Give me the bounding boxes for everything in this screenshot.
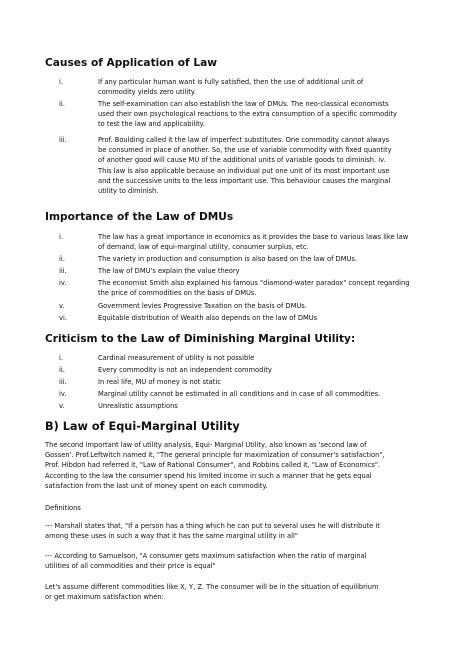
paragraph-line: According to the law the consumer spend his limited income in such a manner that he gets equal: [45, 471, 372, 480]
list-text-line: of demand, law of equi-marginal utility, consumer surplus, etc.: [98, 243, 309, 252]
intro-paragraph: [45, 440, 445, 491]
list-text-line: The law of DMU's explain the value theory: [98, 267, 240, 275]
list-text-line: Equitable distribution of Wealth also depends on the law of DMUs: [98, 314, 318, 322]
list-text-line: Every commodity is not an independent commodity: [98, 366, 272, 374]
definition-marshall: [45, 521, 445, 541]
list-text-line: The self-examination can also establish the law of DMUs. The neo-classical economists: [98, 100, 389, 108]
list-number: iii.: [59, 378, 67, 386]
list-text-line: The law has a great importance in economics as it provides the base to various laws like law: [98, 233, 409, 241]
heading-equi-marginal: B) Law of Equi-Marginal Utility: [45, 420, 240, 433]
paragraph-line: Prof. Hibdon had referred it, "Law of Rational Consumer", and Robbins called it, "Law of Economics".: [45, 461, 381, 470]
list-text-line: used their own psychological reactions to the extra consumption of a specific commodity: [98, 110, 397, 119]
list-number: ii.: [59, 255, 65, 263]
list-text-line: Prof. Boulding called it the law of imperfect substitutes. One commodity cannot always: [98, 136, 390, 144]
list-text-line: utility to diminish.: [98, 187, 159, 196]
list-number: v.: [59, 302, 65, 310]
list-text-line: The variety in production and consumption is also based on the law of DMUs.: [98, 255, 357, 263]
definitions-label: Definitions: [45, 504, 81, 512]
list-text-line: Government levies Progressive Taxation on the basis of DMUs.: [98, 302, 307, 310]
definition-samuelson: [45, 551, 445, 571]
list-text-line: and the successive units to the less important use. This behaviour causes the marginal: [98, 176, 391, 185]
assumption-paragraph: [45, 582, 445, 602]
list-text-line: Cardinal measurement of utility is not possible: [98, 354, 255, 362]
list-text-line: If any particular human want is fully satisfied, then the use of additional unit of: [98, 78, 364, 86]
list-text-line: In real life, MU of money is not static: [98, 378, 221, 386]
list-number: vi.: [59, 314, 67, 322]
list-number: iii.: [59, 136, 67, 144]
paragraph-line: Let's assume different commodities like X, Y, Z. The consumer will be in the situation of equilibrium: [45, 583, 379, 591]
paragraph-line: Gossen'. Prof.Leftwitch named it, "The general principle for maximization of consumer's satisfaction",: [45, 451, 385, 460]
paragraph-line: --- Marshall states that, "If a person has a thing which he can put to several uses he will distribute it: [45, 522, 380, 530]
list-text-line: of another good will cause MU of the additional units of variable goods to diminish. iv.: [98, 156, 386, 165]
list-text-line: the price of commodities on the basis of DMUs.: [98, 289, 257, 298]
list-number: i.: [59, 354, 63, 362]
list-number: v.: [59, 402, 65, 410]
heading-causes: Causes of Application of Law: [45, 57, 218, 69]
heading-criticism: Criticism to the Law of Diminishing Marginal Utility:: [45, 333, 356, 345]
paragraph-line: or get maximum satisfaction when:: [45, 593, 164, 602]
paragraph-line: --- According to Samuelson, "A consumer gets maximum satisfaction when the ratio of marginal: [45, 552, 367, 560]
list-number: i.: [59, 78, 63, 86]
list-number: iv.: [59, 390, 67, 398]
list-text-line: to test the law and applicability.: [98, 120, 205, 129]
heading-importance: Importance of the Law of DMUs: [45, 211, 234, 223]
paragraph-line: among these uses in such a way that it has the same marginal utility in all": [45, 532, 298, 541]
paragraph-line: utilities of all commodities and their price is equal": [45, 562, 216, 571]
list-number: i.: [59, 233, 63, 241]
list-text-line: be consumed in place of another. So, the use of variable commodity with fixed quantity: [98, 146, 392, 155]
paragraph-line: satisfaction from the last unit of money spent on each commodity.: [45, 481, 268, 490]
list-number: iii.: [59, 267, 67, 275]
list-text-line: Marginal utility cannot be estimated in all conditions and in case of all commodities.: [98, 390, 381, 398]
list-number: ii.: [59, 366, 65, 374]
list-number: iv.: [59, 279, 67, 287]
list-text-line: Unrealistic assumptions: [98, 402, 178, 410]
list-text-line: commodity yields zero utility.: [98, 88, 196, 97]
paragraph-line: The second important law of utility analysis, Equi- Marginal Utility, also known as 'second law of: [45, 441, 367, 449]
list-text-line: The economist Smith also explained his famous "diamond-water paradox" concept regarding: [98, 279, 410, 287]
list-number: ii.: [59, 100, 65, 108]
list-text-line: This law is also applicable because an individual put one unit of its most important use: [98, 166, 390, 175]
